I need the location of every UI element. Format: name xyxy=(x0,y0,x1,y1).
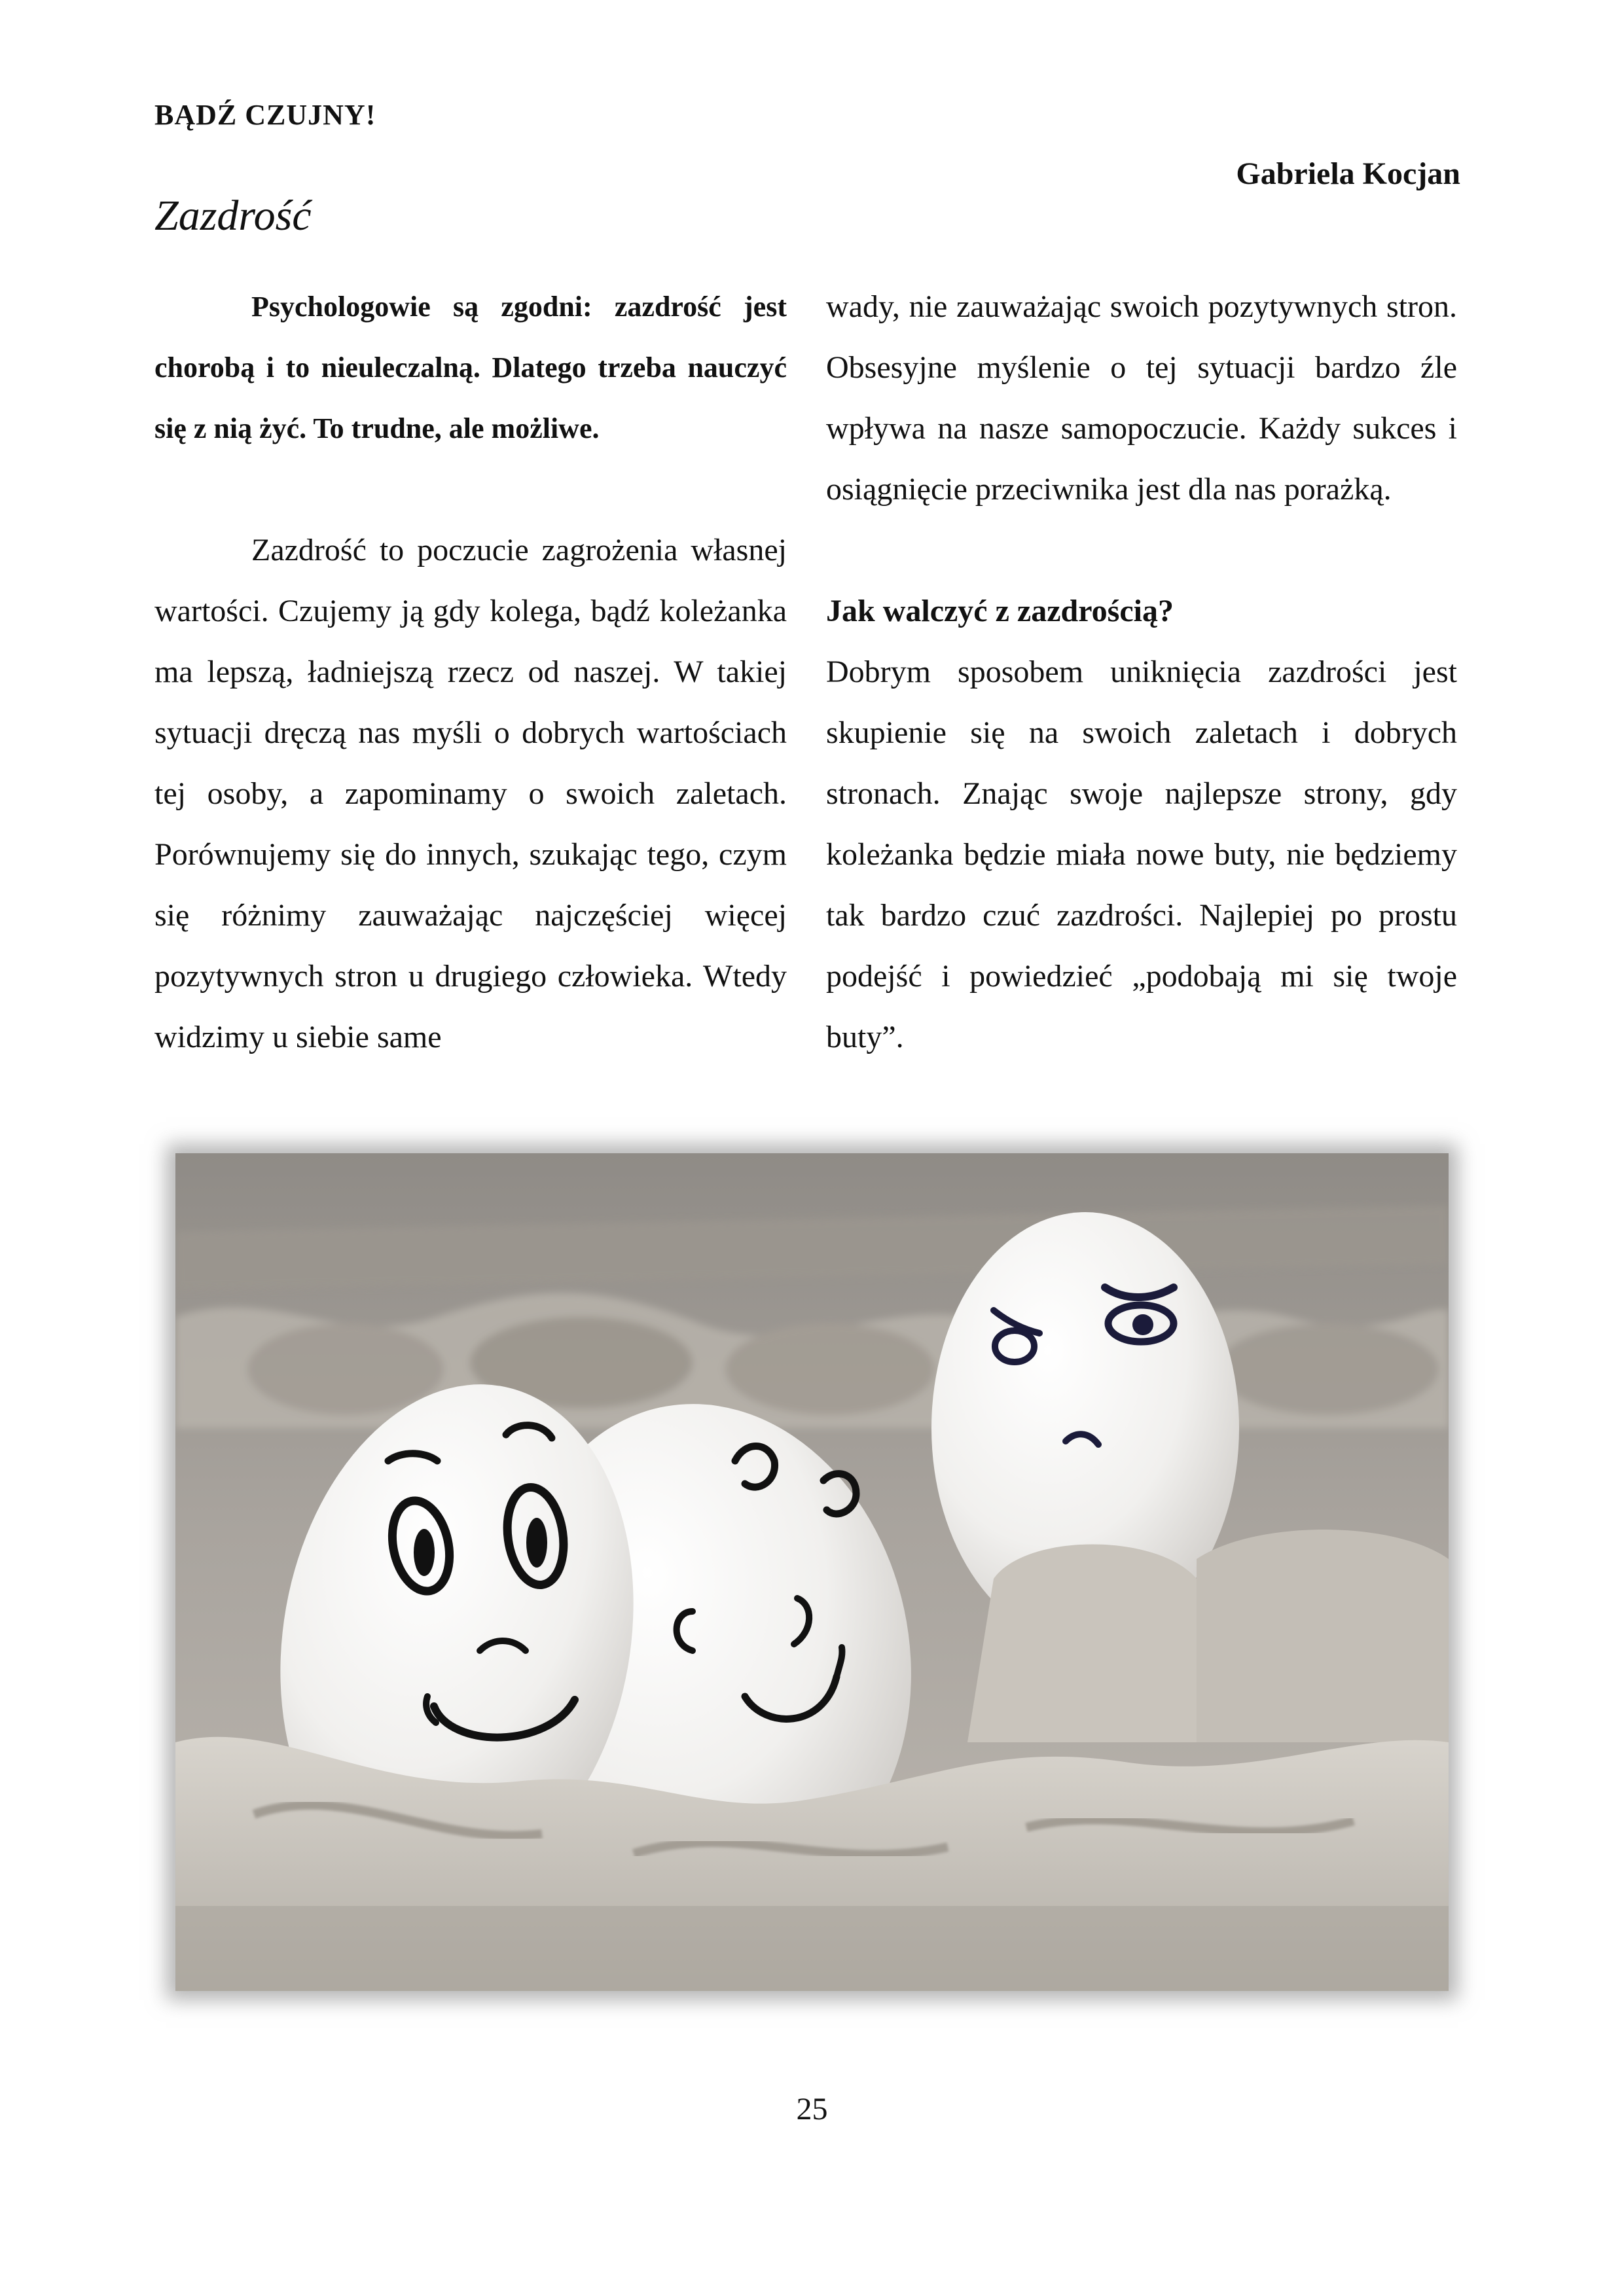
column-left xyxy=(154,276,787,1067)
eggs-photo xyxy=(175,1153,1449,1991)
author-name: Gabriela Kocjan xyxy=(1236,156,1460,191)
article-title: Zazdrość xyxy=(154,192,312,240)
column-right xyxy=(826,276,1457,1067)
subheading: Jak walczyć z zazdrością? xyxy=(826,594,1174,628)
paragraph-1-continued: wady, nie zauważając swoich pozytywnych stron. Obsesyjne myślenie o tej sytuacji bardzo źle wpływa na nasze samopoczucie. Każdy sukces i osiągnięcie przeciwnika jest dla nas porażką. xyxy=(826,289,1457,507)
carton-back-cups xyxy=(967,1530,1449,1742)
article-lead: Psychologowie są zgodni: zazdrość jest chorobą i to nieuleczalną. Dlatego trzeba nauczyć się z nią żyć. To trudne, ale możliwe. xyxy=(154,291,787,444)
paragraph-2: Dobrym sposobem uniknięcia zazdrości jest skupienie się na swoich zaletach i dobrych stronach. Znając swoje najlepsze strony, gdy koleżanka będzie miała nowe buty, nie będziemy tak bardzo czuć zazdrości. Najlepiej po prostu podejść i powiedzieć „podobają mi się twoje buty”. xyxy=(826,655,1457,1054)
page-number: 25 xyxy=(796,2092,828,2126)
section-label: BĄDŹ CZUJNY! xyxy=(154,99,376,131)
paragraph-1: Zazdrość to poczucie zagrożenia własnej wartości. Czujemy ją gdy kolega, bądź koleżanka ma lepszą, ładniejszą rzecz od naszej. W takiej sytuacji dręczą nas myśli o dobrych wartościach tej osoby, a zapominamy o swoich zaletach. Porównujemy się do innych, szukając tego, czym się różnimy zauważając najczęściej więcej pozytywnych stron u drugiego człowieka. Wtedy widzimy u siebie same xyxy=(154,533,787,1054)
